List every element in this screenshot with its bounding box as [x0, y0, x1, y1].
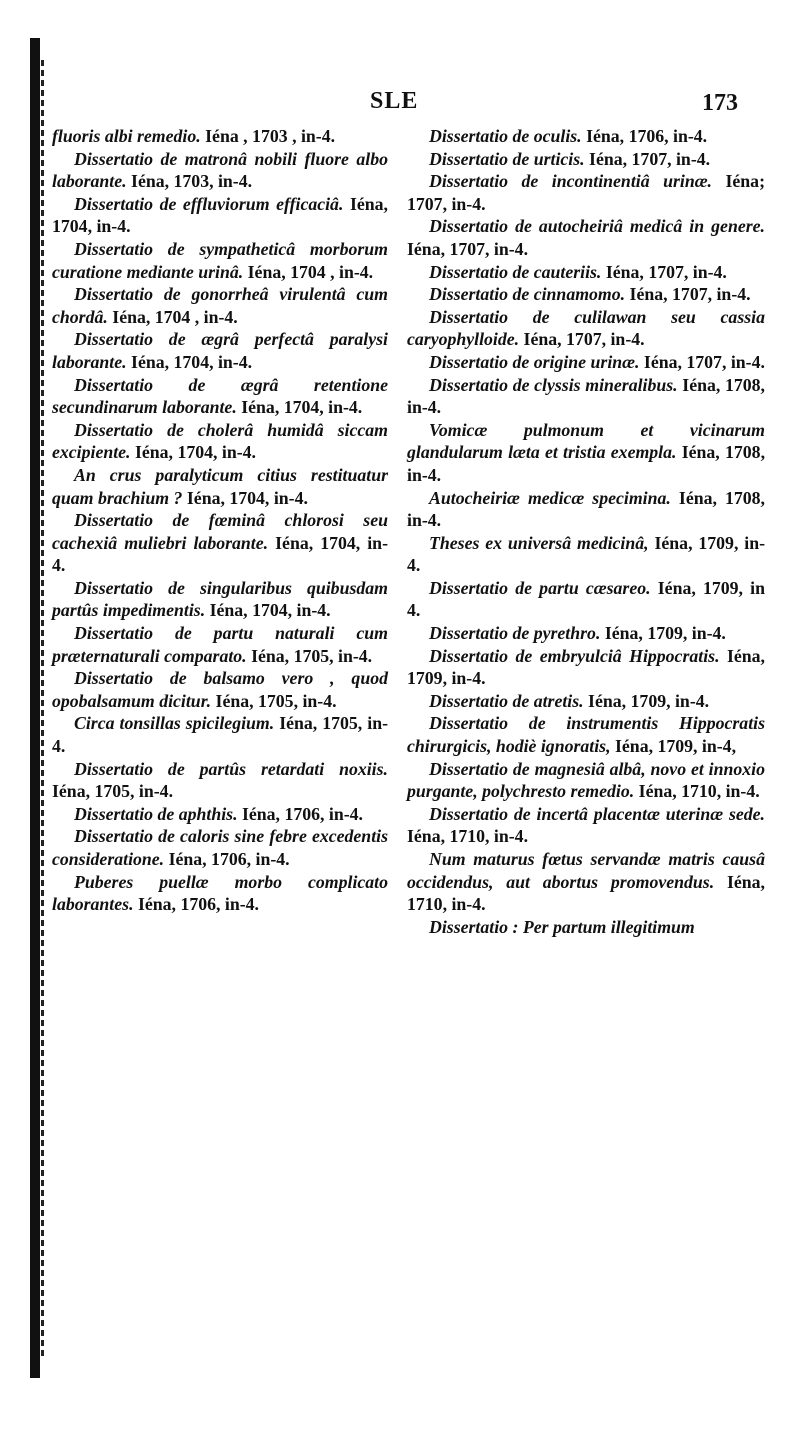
- bibliography-entry: [52, 238, 388, 283]
- bibliography-entry: [52, 464, 388, 509]
- entry-imprint: Iéna, 1710, in-4.: [407, 826, 529, 847]
- bibliography-entry: [407, 306, 765, 351]
- bibliography-entry: [52, 577, 388, 622]
- page-gutter-shadow: [41, 60, 44, 1360]
- entry-title: Dissertatio de ægrâ retentione secundinarum laborante.: [52, 374, 388, 418]
- entry-title: Dissertatio de cinnamomo.: [429, 284, 626, 305]
- bibliography-entry: [52, 193, 388, 238]
- bibliography-entry: [52, 825, 388, 870]
- bibliography-entry: [52, 509, 388, 577]
- entry-title: An crus paralyticum citius restituatur quam brachium ?: [52, 464, 388, 508]
- entry-title: Dissertatio de pyrethro.: [429, 623, 601, 644]
- entry-title: Num maturus fœtus servandæ matris causâ occidendus, aut abortus promovendus.: [407, 849, 765, 892]
- entry-title: Dissertatio de sympatheticâ morborum curatione mediante urinâ.: [52, 238, 388, 282]
- entry-title: Dissertatio de ægrâ perfectâ paralysi laborante.: [52, 329, 388, 372]
- entry-title: Dissertatio de partu cæsareo.: [429, 577, 651, 598]
- left-column: [52, 125, 388, 916]
- entry-imprint: Iéna, 1708, in-4.: [407, 487, 766, 531]
- entry-imprint: Iéna, 1707, in-4.: [407, 238, 529, 259]
- bibliography-entry: [52, 871, 388, 916]
- entry-title: Dissertatio de partûs retardati noxiis.: [74, 758, 388, 779]
- bibliography-entry: [407, 283, 765, 306]
- entry-title: Dissertatio de embryulciâ Hippocratis.: [429, 645, 720, 666]
- bibliography-entry: [52, 328, 388, 373]
- bibliography-entry: [52, 283, 388, 328]
- bibliography-entry: [407, 487, 765, 532]
- entry-imprint: Iéna, 1706, in-4.: [164, 849, 290, 869]
- bibliography-entry: [407, 848, 765, 916]
- bibliography-entry: [52, 622, 388, 667]
- entry-title: Dissertatio de singularibus quibusdam partûs impedimentis.: [52, 577, 388, 621]
- entry-imprint: Iéna, 1705, in-4.: [52, 713, 389, 757]
- entry-imprint: Iéna, 1708, in-4.: [407, 374, 765, 418]
- entry-imprint: Iéna, 1704, in-4.: [182, 487, 308, 508]
- bibliography-entry: [407, 148, 765, 171]
- bibliography-entry: [52, 374, 388, 419]
- entry-title: Dissertatio de matronâ nobili fluore albo laborante.: [52, 148, 388, 192]
- entry-title: Dissertatio de effluviorum efficaciâ.: [74, 193, 344, 214]
- bibliography-entry: [407, 419, 765, 487]
- entry-imprint: Iéna, 1706, in-4.: [133, 894, 259, 915]
- entry-title: Dissertatio de fœminâ chlorosi seu cachexiâ muliebri laborante.: [52, 510, 388, 553]
- entry-imprint: Iéna, 1709, in-4.: [583, 690, 710, 711]
- entry-title: Theses ex universâ medicinâ,: [429, 532, 649, 553]
- bibliography-entry: [407, 758, 765, 803]
- entry-imprint: Iéna, 1704, in-4.: [205, 600, 331, 621]
- entry-imprint: Iéna, 1704, in-4.: [126, 351, 253, 372]
- bibliography-entry: [407, 532, 765, 577]
- entry-title: Vomicæ pulmonum et vicinarum glandularum læta et tristia exempla.: [407, 419, 765, 463]
- entry-imprint: Iéna, 1706, in-4.: [581, 126, 708, 146]
- entry-title: Dissertatio de urticis.: [429, 148, 585, 169]
- entry-imprint: Iéna, 1707, in-4.: [625, 284, 751, 305]
- entry-title: fluoris albi remedio.: [52, 126, 201, 146]
- entry-imprint: Iéna, 1707, in-4.: [601, 261, 727, 282]
- entry-imprint: Iéna; 1707, in-4.: [407, 171, 765, 214]
- entry-title: Dissertatio de magnesiâ albâ, novo et innoxio purgante, polychresto remedio.: [407, 758, 765, 802]
- entry-imprint: Iéna, 1709, in-4.: [407, 645, 765, 689]
- entry-title: Dissertatio de culilawan seu cassia caryophylloide.: [407, 306, 765, 350]
- bibliography-entry: [407, 916, 765, 939]
- bibliography-entry: [407, 215, 765, 260]
- entry-imprint: Iéna, 1708, in-4.: [407, 442, 766, 485]
- entry-title: Dissertatio de cholerâ humidâ siccam excipiente.: [52, 419, 388, 463]
- entry-imprint: Iéna, 1709, in-4.: [407, 532, 765, 576]
- entry-imprint: Iéna, 1710, in-4.: [634, 781, 760, 802]
- bibliography-entry: [407, 803, 765, 848]
- entry-title: Dissertatio de gonorrheâ virulentâ cum chordâ.: [52, 284, 388, 327]
- entry-title: Puberes puellæ morbo complicato laborantes.: [52, 871, 388, 915]
- entry-title: Dissertatio de cauteriis.: [429, 261, 602, 282]
- entry-imprint: Iéna, 1709, in-4.: [600, 623, 726, 644]
- entry-imprint: Iéna, 1704, in-4.: [52, 193, 388, 237]
- entry-imprint: Iéna, 1707, in-4.: [639, 351, 765, 372]
- entry-imprint: Iéna, 1709, in 4.: [407, 577, 765, 621]
- bibliography-entry: [407, 622, 765, 645]
- entry-title: Dissertatio de incontinentiâ urinæ.: [429, 171, 712, 192]
- bibliography-entry: [407, 351, 765, 374]
- bibliography-entry: [52, 712, 388, 757]
- bibliography-entry: [407, 125, 765, 148]
- entry-imprint: Iéna, 1705, in-4.: [52, 781, 174, 802]
- bibliography-entry: [407, 577, 765, 622]
- page-gutter-edge: [30, 38, 40, 1378]
- entry-title: Circa tonsillas spicilegium.: [74, 713, 275, 734]
- bibliography-entry: [52, 803, 388, 826]
- bibliography-entry: [52, 125, 388, 148]
- entry-title: Dissertatio de origine urinæ.: [429, 351, 640, 372]
- entry-imprint: Iéna, 1704, in-4.: [236, 397, 363, 418]
- entry-imprint: Iéna, 1704 , in-4.: [243, 261, 374, 282]
- bibliography-entry: [407, 170, 765, 215]
- bibliography-entry: [52, 758, 388, 803]
- entry-title: Dissertatio de oculis.: [429, 126, 582, 146]
- entry-imprint: Iéna, 1705, in-4.: [246, 645, 373, 666]
- entry-title: Dissertatio de caloris sine febre excedentis consideratione.: [52, 826, 388, 869]
- bibliography-entry: [52, 667, 388, 712]
- entry-imprint: Iéna, 1704, in-4.: [52, 532, 388, 576]
- bibliography-entry: [407, 690, 765, 713]
- entry-imprint: Iéna , 1703 , in-4.: [200, 126, 336, 146]
- entry-title: Dissertatio de instrumentis Hippocratis chirurgicis, hodiè ignoratis,: [407, 713, 765, 757]
- entry-imprint: Iéna, 1706, in-4.: [237, 803, 363, 824]
- entry-imprint: Iéna, 1709, in-4,: [610, 736, 737, 757]
- entry-imprint: Iéna, 1710, in-4.: [407, 871, 765, 915]
- bibliography-entry: [407, 374, 765, 419]
- entry-imprint: Iéna, 1707, in-4.: [584, 148, 711, 169]
- entry-title: Dissertatio de balsamo vero , quod opobalsamum dicitur.: [52, 668, 388, 711]
- entry-imprint: Iéna, 1705, in-4.: [211, 690, 337, 711]
- bibliography-entry: [407, 645, 765, 690]
- entry-imprint: Iéna, 1704 , in-4.: [107, 306, 238, 327]
- entry-title: Dissertatio de atretis.: [429, 690, 584, 711]
- bibliography-entry: [52, 419, 388, 464]
- entry-imprint: Iéna, 1703, in-4.: [126, 171, 253, 192]
- entry-title: Autocheiriæ medicæ specimina.: [429, 487, 671, 508]
- header-word: SLE: [370, 88, 419, 114]
- entry-title: Dissertatio de aphthis.: [74, 803, 238, 824]
- bibliography-entry: [52, 148, 388, 193]
- right-column: [407, 125, 765, 938]
- bibliography-entry: [407, 261, 765, 284]
- page-number: 173: [702, 90, 738, 116]
- entry-title: Dissertatio de autocheiriâ medicâ in genere.: [429, 216, 765, 237]
- entry-title: Dissertatio de partu naturali cum præternaturali comparato.: [52, 623, 388, 666]
- entry-imprint: Iéna, 1704, in-4.: [130, 442, 256, 463]
- entry-title: Dissertatio de incertâ placentæ uterinæ sede.: [429, 803, 765, 824]
- entry-imprint: Iéna, 1707, in-4.: [519, 329, 645, 350]
- entry-title: Dissertatio : Per partum illegitimum: [429, 916, 695, 937]
- bibliography-entry: [407, 712, 765, 757]
- entry-title: Dissertatio de clyssis mineralibus.: [429, 374, 678, 395]
- running-header: [0, 88, 800, 128]
